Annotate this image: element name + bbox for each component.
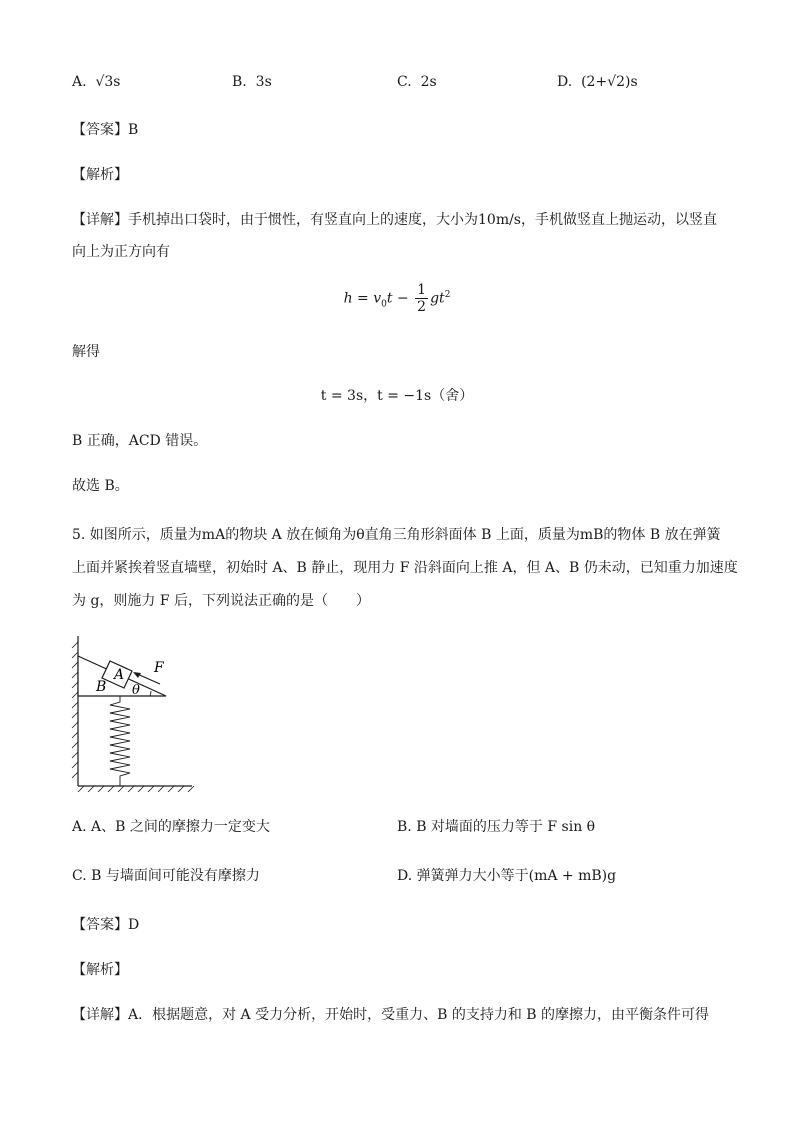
- option-b-label: B.: [232, 74, 247, 90]
- q4-detail-tag: 【详解】: [72, 212, 128, 228]
- q5-detail-text: A．根据题意，对 A 受力分析，开始时，受重力、B 的支持力和 B 的摩擦力，由平衡条件可得: [128, 1007, 710, 1023]
- label-theta: θ: [132, 683, 140, 698]
- q5-option-d: D. 弹簧弹力大小等于(mA + mB)g: [397, 868, 617, 884]
- option-c-q4: [397, 72, 437, 92]
- label-f: F: [154, 660, 164, 676]
- q4-analysis-heading: 【解析】: [72, 167, 128, 183]
- option-a-label: A.: [72, 74, 87, 90]
- spring: [110, 696, 130, 786]
- q5-stem-line2: 上面并紧挨着竖直墙壁，初始时 A、B 静止，现用力 F 沿斜面向上推 A，但 A、B 仍未动，已知重力加速度: [72, 560, 738, 576]
- q4-equation: $h = v_0t$ − $\frac{1}{2}$ $gt^2$: [343, 282, 451, 315]
- q4-result: t = 3s，t = −1s（舍）: [320, 388, 474, 404]
- q4-conclusion: B 正确，ACD 错误。: [72, 433, 208, 449]
- q5-stem-line3: 为 g，则施力 F 后，下列说法正确的是（ ）: [72, 593, 371, 609]
- q5-analysis-heading: 【解析】: [72, 962, 128, 978]
- option-a-value: √3s: [95, 74, 121, 90]
- q4-answer: 【答案】B: [72, 122, 139, 138]
- q5-option-a: A. A、B 之间的摩擦力一定变大: [72, 819, 270, 835]
- q5-option-b: B. B 对墙面的压力等于 F sin θ: [397, 819, 596, 835]
- wall-hatching: [72, 642, 78, 778]
- option-b-q4: [232, 72, 272, 92]
- floor-hatching: [78, 786, 194, 792]
- q4-detail-line2: 向上为正方向有: [72, 244, 170, 260]
- option-d-q4: [557, 72, 638, 92]
- q5-option-c: C. B 与墙面间可能没有摩擦力: [72, 868, 260, 884]
- q5-answer: 【答案】D: [72, 917, 140, 933]
- q4-detail-line1: [72, 210, 717, 230]
- label-a: A: [114, 667, 125, 683]
- option-c-value: 2s: [420, 74, 437, 90]
- q5-detail-line1: [72, 1005, 709, 1025]
- option-d-value: (2+√2)s: [581, 74, 638, 90]
- q5-stem-line1: 5. 如图所示，质量为mA的物块 A 放在倾角为θ直角三角形斜面体 B 上面，质量为mB的物体 B 放在弹簧: [72, 527, 721, 543]
- option-d-label: D.: [557, 74, 573, 90]
- q5-detail-tag: 【详解】: [72, 1007, 128, 1023]
- option-c-label: C.: [397, 74, 412, 90]
- option-b-value: 3s: [255, 74, 272, 90]
- q4-choose: 故选 B。: [72, 478, 129, 494]
- label-b: B: [96, 679, 107, 695]
- q4-detail-text: 手机掉出口袋时，由于惯性，有竖直向上的速度，大小为10m/s，手机做竖直上抛运动，以竖直: [128, 212, 717, 228]
- physics-figure: [68, 632, 198, 792]
- q4-solve-label: 解得: [72, 344, 100, 360]
- option-a-q4: [72, 72, 120, 92]
